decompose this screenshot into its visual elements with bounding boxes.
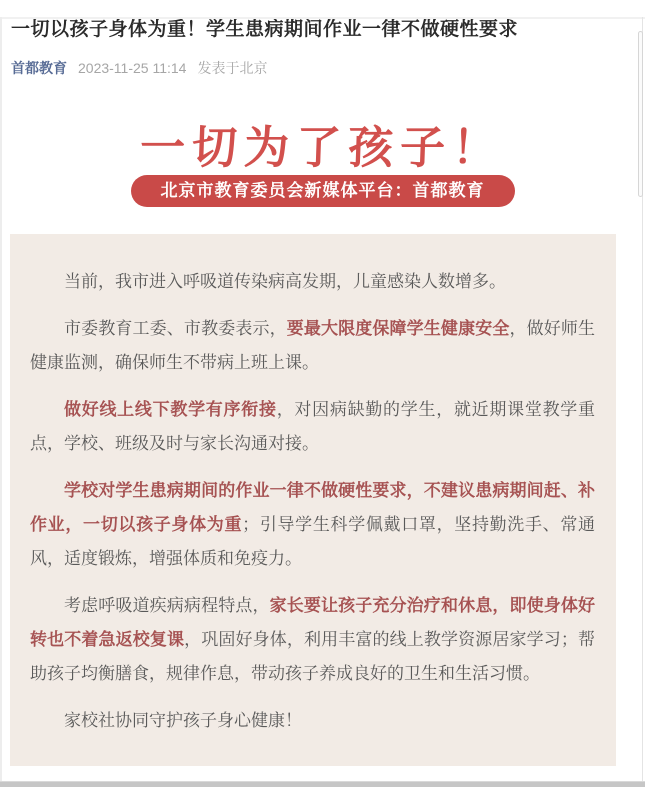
banner-image [0,123,645,208]
body-text: 当前，我市进入呼吸道传染病高发期，儿童感染人数增多。 [64,272,506,292]
paragraph [30,312,595,380]
scrollbar-track[interactable] [642,17,643,787]
paragraph [30,393,595,461]
highlighted-text: 要最大限度保障学生健康安全 [286,319,510,339]
publish-location: 发表于北京 [197,59,268,76]
window-top-edge [0,17,645,19]
scrollbar-thumb[interactable] [638,31,643,197]
byline [11,58,635,78]
body-text: ；引导学生科学佩戴口罩，坚持勤洗手、常通风，适度锻炼，增强体质和免疫力。 [30,515,596,569]
body-text: ，做好师生健康监测，确保师生不带病上班上课。 [30,319,596,373]
body-text: 市委教育工委、市教委表示， [64,319,287,339]
window-left-edge [0,17,2,787]
highlighted-text: 学校对学生患病期间的作业一律不做硬性要求，不建议患病期间赶、补作业，一切以孩子身体为重 [30,481,595,535]
body-text: ，巩固好身体，利用丰富的线上教学资源居家学习；帮助孩子均衡膳食，规律作息，带动孩子养成良好的卫生和生活习惯。 [30,630,595,684]
paragraph [30,474,595,576]
paragraph [30,589,595,691]
body-text: ，对因病缺勤的学生，就近期课堂教学重点，学校、班级及时与家长沟通对接。 [30,400,596,454]
article-page [0,17,645,766]
highlighted-text: 做好线上线下教学有序衔接 [64,400,277,420]
body-text: 家校社协同守护孩子身心健康！ [64,711,302,731]
ribbon-account-text: 首都教育 [412,181,485,201]
publish-date: 2023-11-25 11:14 [78,59,187,76]
account-name-link[interactable]: 首都教育 [11,59,67,76]
article-title: 一切以孩子身体为重！学生患病期间作业一律不做硬性要求 [11,19,519,40]
highlighted-text: 家长要让孩子充分治疗和休息，即使身体好转也不着急返校复课 [30,596,596,650]
paragraph [30,265,595,299]
paragraph [30,704,595,738]
bottom-bar [0,781,645,787]
ribbon-platform-text: 北京市教育委员会新媒体平台： [160,181,413,201]
article-body [10,234,616,766]
banner-ribbon [131,175,515,207]
body-text: 考虑呼吸道疾病病程特点， [64,596,270,616]
banner-headline-text: 一切为了孩子！ [139,121,506,173]
